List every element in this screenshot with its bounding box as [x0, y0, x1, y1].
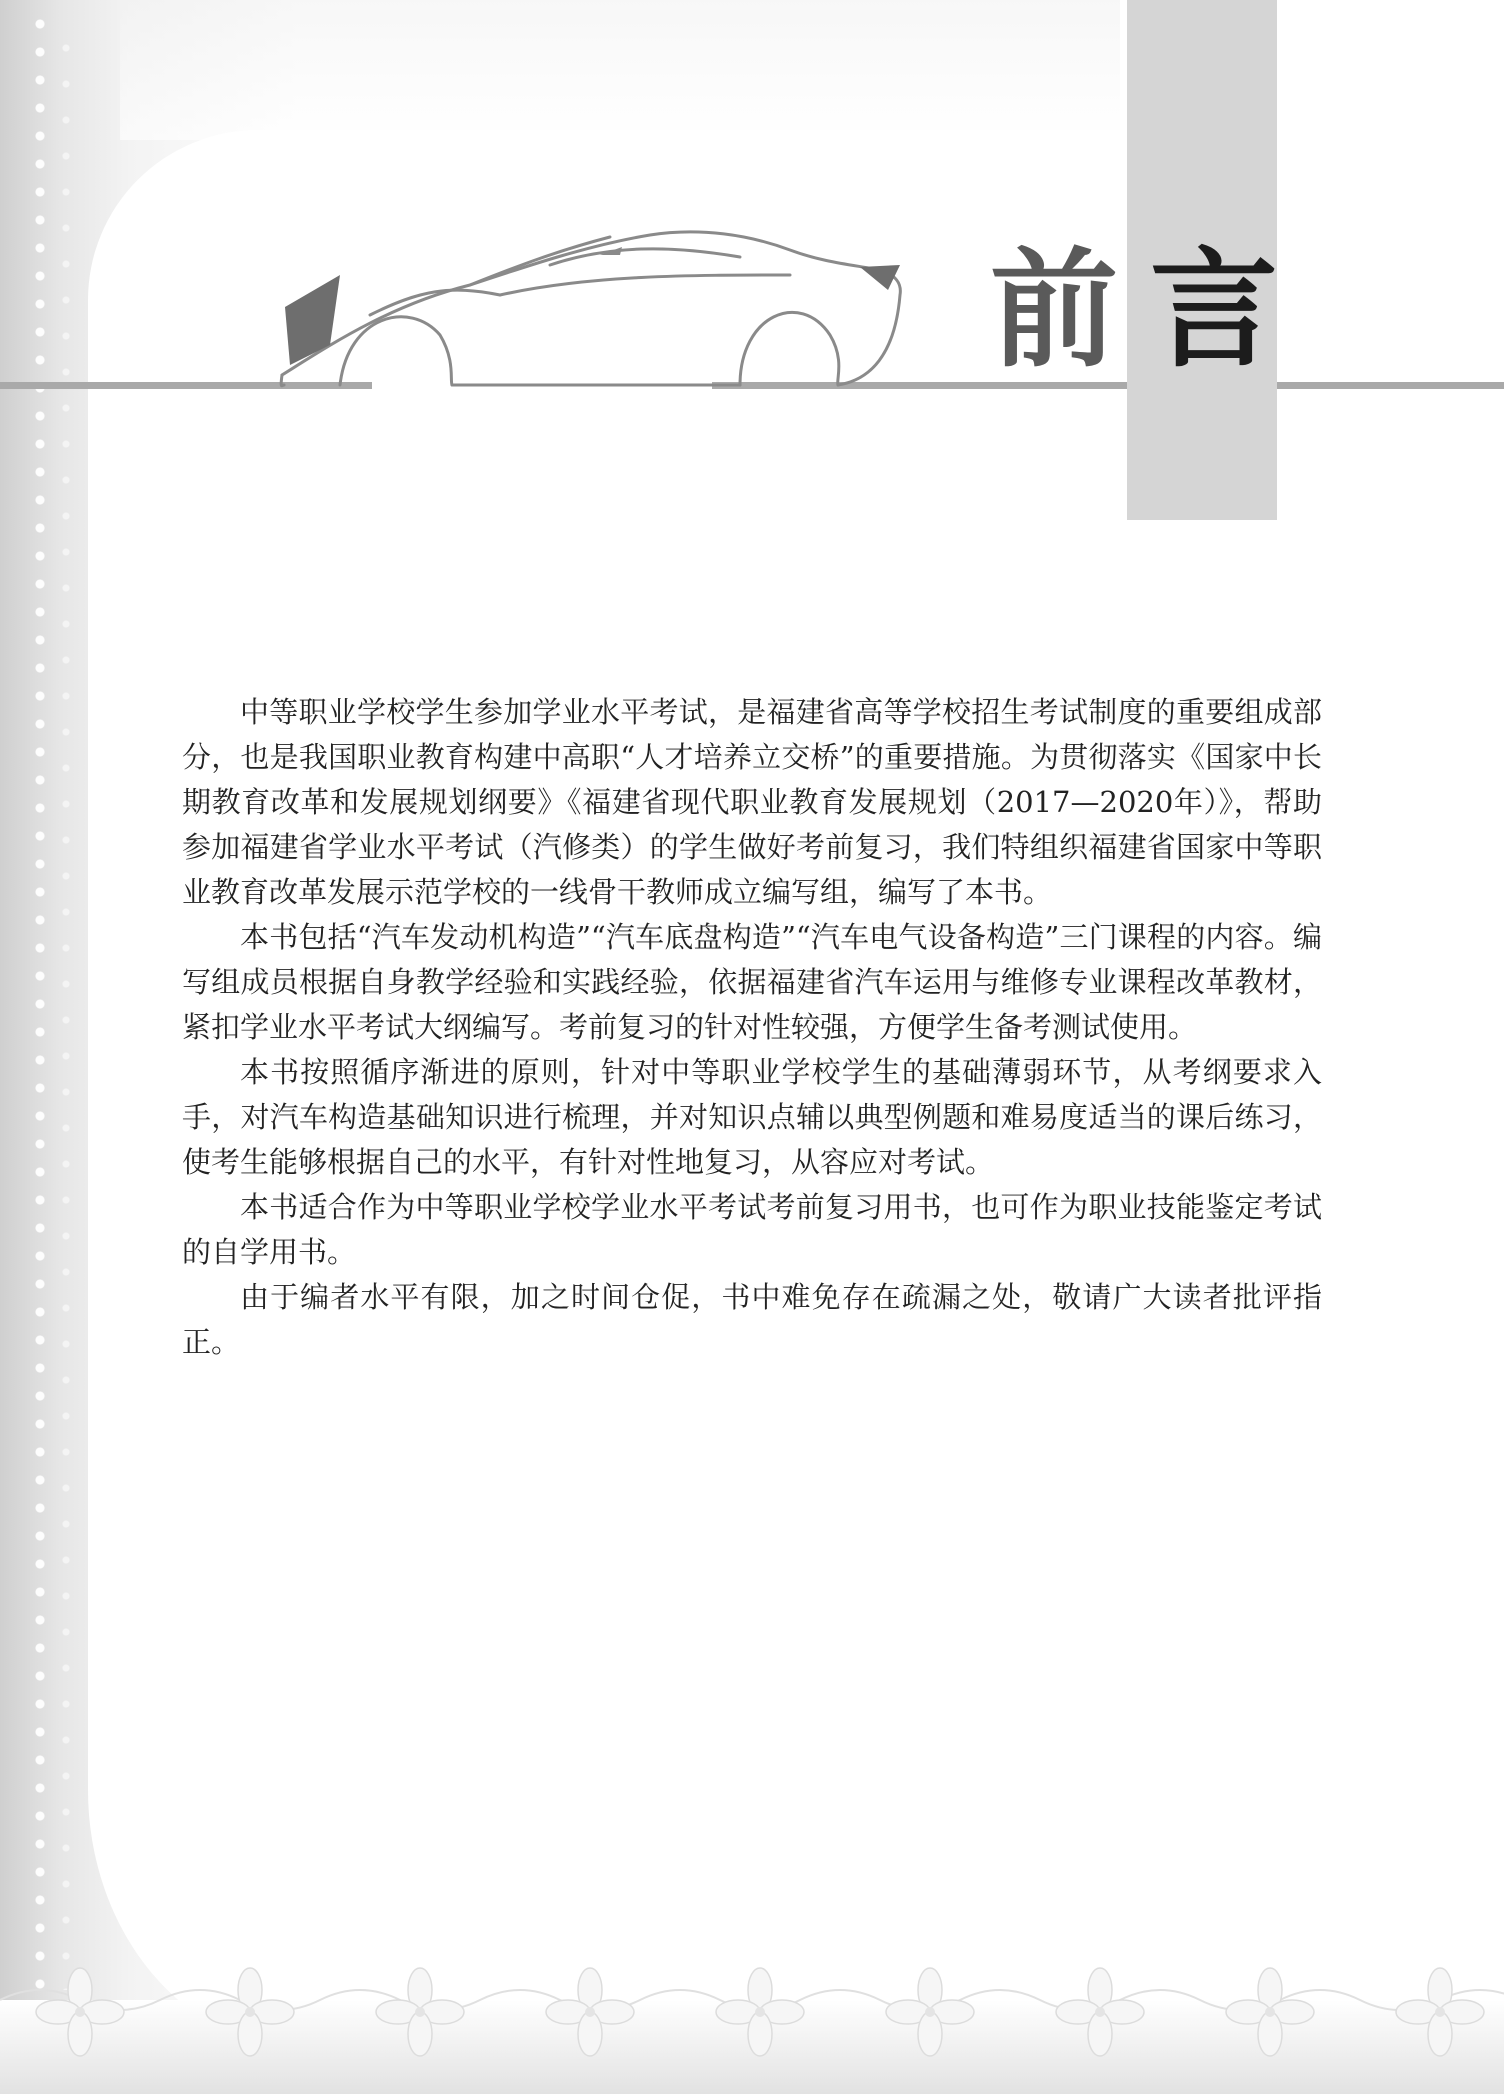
preface-paragraph-3: 本书按照循序渐进的原则，针对中等职业学校学生的基础薄弱环节，从考纲要求入手，对汽车构造基础知识进行梳理，并对知识点辅以典型例题和难易度适当的课后练习，使考生能够根据自己的水平，有针对性地复习，从容应对考试。 — [182, 1055, 1322, 1179]
preface-paragraph-1: 中等职业学校学生参加学业水平考试，是福建省高等学校招生考试制度的重要组成部分，也是我国职业教育构建中高职“人才培养立交桥”的重要措施。为贯彻落实《国家中长期教育改革和发展规划纲要》《福建省现代职业教育发展规划（2017—2020年）》，帮助参加福建省学业水平考试（汽修类）的学生做好考前复习，我们特组织福建省国家中等职业教育改革发展示范学校的一线骨干教师成立编写组，编写了本书。 — [182, 695, 1322, 909]
preface-paragraph-4: 本书适合作为中等职业学校学业水平考试考前复习用书，也可作为职业技能鉴定考试的自学用书。 — [182, 1190, 1322, 1269]
top-fade-decoration — [120, 0, 1120, 140]
dotted-border-decoration — [30, 10, 50, 2010]
sports-car-icon — [270, 195, 920, 400]
preface-body — [182, 690, 1322, 1365]
header-rule-right — [1277, 382, 1504, 389]
preface-paragraph-2: 本书包括“汽车发动机构造”“汽车底盘构造”“汽车电气设备构造”三门课程的内容。编写组成员根据自身教学经验和实践经验，依据福建省汽车运用与维修专业课程改革教材，紧扣学业水平考试大纲编写。考前复习的针对性较强，方便学生备考测试使用。 — [182, 920, 1322, 1044]
dotted-border-decoration-inner — [58, 30, 74, 1990]
page-title-char-1: 前 — [990, 235, 1119, 385]
page-title-char-2: 言 — [1150, 235, 1279, 385]
preface-paragraph-5: 由于编者水平有限，加之时间仓促，书中难免存在疏漏之处，敬请广大读者批评指正。 — [182, 1280, 1322, 1359]
footer-flower-border — [0, 1940, 1504, 2094]
